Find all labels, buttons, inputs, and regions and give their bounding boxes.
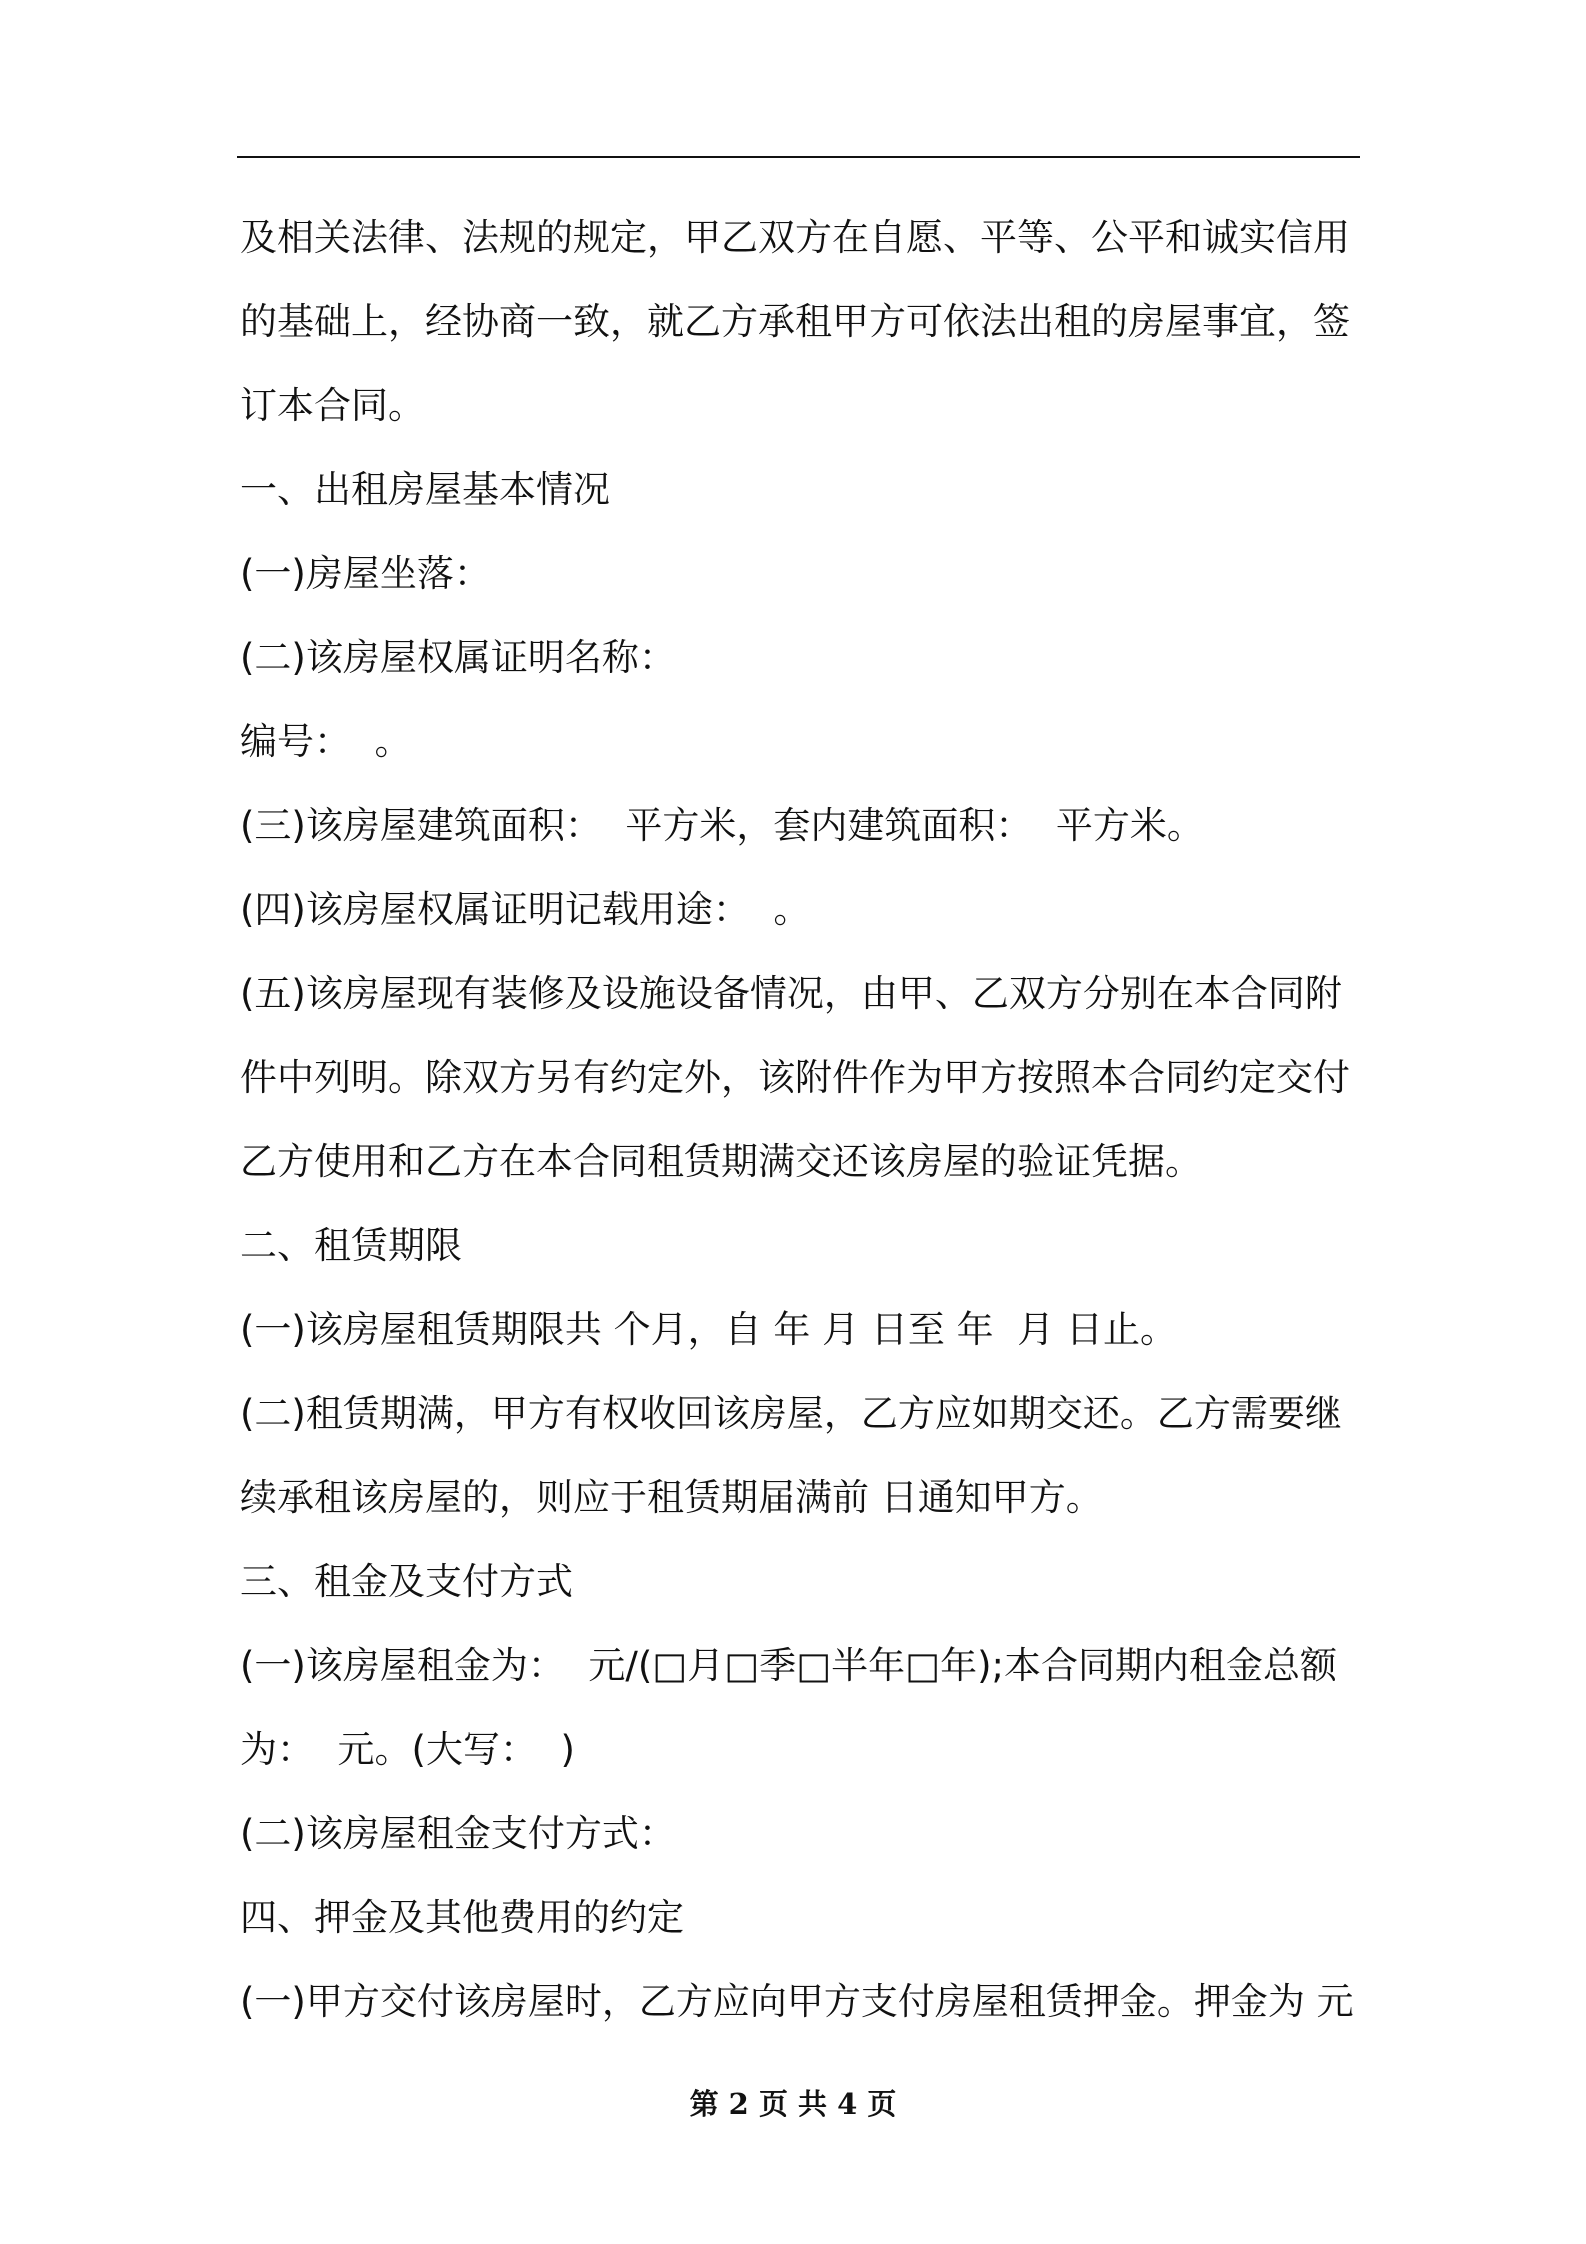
header-rule xyxy=(237,156,1360,158)
text-line: (一)甲方交付该房屋时，乙方应向甲方支付房屋租赁押金。押金为 元 xyxy=(240,1980,1354,2023)
text-line: 的基础上，经协商一致，就乙方承租甲方可依法出租的房屋事宜，签 xyxy=(240,300,1350,343)
text-line: (二)该房屋租金支付方式： xyxy=(240,1812,676,1855)
text-line: 乙方使用和乙方在本合同租赁期满交还该房屋的验证凭据。 xyxy=(240,1140,1202,1183)
text-line: (二)该房屋权属证明名称： xyxy=(240,636,676,679)
text-line: 续承租该房屋的，则应于租赁期届满前 日通知甲方。 xyxy=(240,1476,1103,1519)
text-line: (二)租赁期满，甲方有权收回该房屋，乙方应如期交还。乙方需要继 xyxy=(240,1392,1342,1435)
text-line: (四)该房屋权属证明记载用途： 。 xyxy=(240,888,811,931)
text-line: 订本合同。 xyxy=(240,384,425,427)
document-body xyxy=(240,196,1364,2044)
section-heading: 三、租金及支付方式 xyxy=(240,1560,573,1603)
section-heading: 一、出租房屋基本情况 xyxy=(240,468,610,511)
section-heading: 二、租赁期限 xyxy=(240,1224,462,1267)
text-line: 及相关法律、法规的规定，甲乙双方在自愿、平等、公平和诚实信用 xyxy=(240,216,1350,259)
text-line: 编号： 。 xyxy=(240,720,412,763)
section-heading: 四、押金及其他费用的约定 xyxy=(240,1896,684,1939)
text-line: (三)该房屋建筑面积： 平方米，套内建筑面积： 平方米。 xyxy=(240,804,1204,847)
page-footer: 第 2 页 共 4 页 xyxy=(689,2087,897,2121)
text-line: 件中列明。除双方另有约定外，该附件作为甲方按照本合同约定交付 xyxy=(240,1056,1350,1099)
text-line: (一)房屋坐落： xyxy=(240,552,491,595)
text-line: (一)该房屋租赁期限共 个月，自 年 月 日至 年 月 日止。 xyxy=(240,1308,1177,1351)
text-line: (五)该房屋现有装修及设施设备情况，由甲、乙双方分别在本合同附 xyxy=(240,972,1342,1015)
text-line: 为： 元。(大写： ) xyxy=(240,1728,575,1771)
text-line: (一)该房屋租金为： 元/(□月□季□半年□年);本合同期内租金总额 xyxy=(240,1644,1338,1687)
